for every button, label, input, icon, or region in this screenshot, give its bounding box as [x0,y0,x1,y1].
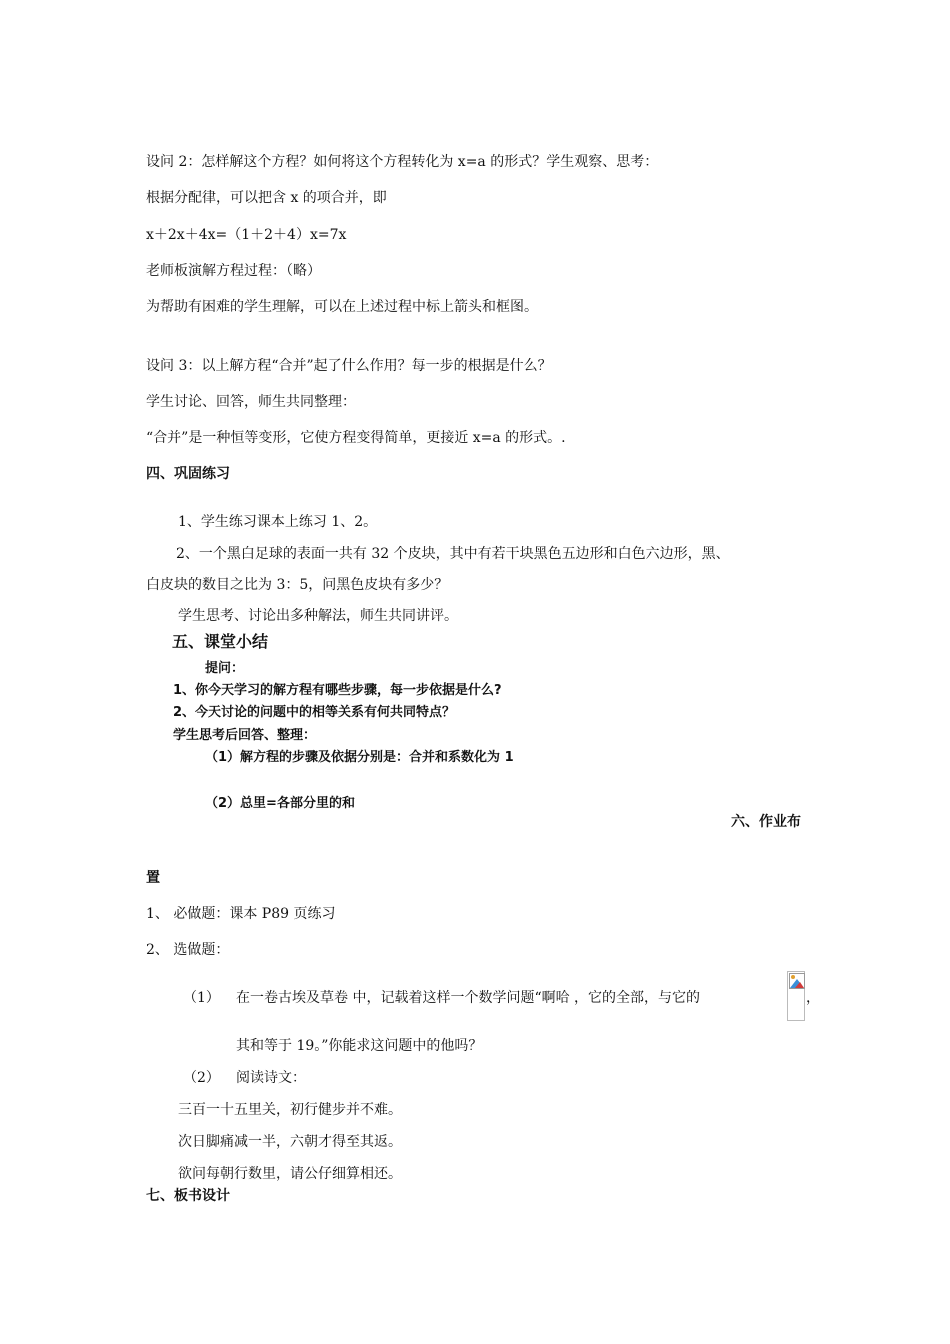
summary-ask: 提问： [205,661,245,676]
board-demo-line: 老师板演解方程过程：（略） [146,263,321,279]
summary-answer-intro: 学生思考后回答、整理： [173,728,317,743]
formula-line: x＋2x＋4x=（1＋2＋4）x=7x [146,227,347,243]
problem-1-line-1: 在一卷古埃及草卷 中，记载着这样一个数学问题“啊哈 ，它的全部，与它的 [236,990,701,1006]
section-6-heading-part-2: 置 [146,870,160,886]
section-6-heading-part-1: 六、作业布 [731,814,801,830]
help-line: 为帮助有困难的学生理解，可以在上述过程中标上箭头和框图。 [146,299,538,315]
poem-line-1: 三百一十五里关，初行健步并不难。 [178,1102,402,1118]
exercise-2-line-1: 2、一个黑白足球的表面一共有 32 个皮块，其中有若干块黑色五边形和白色六边形，黑、 [176,546,730,562]
discussion-line: 学生讨论、回答，师生共同整理： [146,394,356,410]
section-5-heading: 五、课堂小结 [172,632,269,651]
homework-required: 1、 必做题：课本 P89 页练习 [146,906,336,922]
broken-image-icon [787,971,805,1021]
homework-optional: 2、 选做题： [146,942,230,958]
section-4-heading: 四、巩固练习 [146,466,230,482]
poem-line-2: 次日脚痛减一半，六朝才得至其返。 [178,1134,402,1150]
distributive-law-line: 根据分配律，可以把含 x 的项合并，即 [146,190,387,206]
exercise-2-line-2: 白皮块的数目之比为 3：5，问黑色皮块有多少？ [146,577,449,593]
problem-1-number: （1） [183,990,220,1006]
section-7-heading: 七、板书设计 [146,1188,230,1204]
poem-line-3: 欲问每朝行数里，请公仔细算相还。 [178,1166,402,1182]
summary-answer-2: （2）总里=各部分里的和 [205,796,355,811]
problem-2-number: （2） [183,1070,220,1086]
exercise-1: 1、学生练习课本上练习 1、2。 [178,514,378,530]
merge-line: “合并”是一种恒等变形，它使方程变得简单，更接近 x=a 的形式。. [146,430,566,446]
problem-1-comma: ， [806,990,820,1006]
problem-1-line-2: 其和等于 19。”你能求这问题中的他吗？ [236,1038,483,1054]
summary-question-2: 2、今天讨论的问题中的相等关系有何共同特点？ [173,705,456,720]
question-3: 设问 3：以上解方程“合并”起了什么作用？每一步的根据是什么？ [146,358,552,374]
problem-2-label: 阅读诗文： [236,1070,306,1086]
exercise-discussion: 学生思考、讨论出多种解法，师生共同讲评。 [178,608,458,624]
summary-answer-1: （1）解方程的步骤及依据分别是：合并和系数化为 1 [205,750,514,765]
question-2: 设问 2：怎样解这个方程？如何将这个方程转化为 x=a 的形式？学生观察、思考： [146,154,659,170]
summary-question-1: 1、你今天学习的解方程有哪些步骤，每一步依据是什么? [173,683,502,698]
